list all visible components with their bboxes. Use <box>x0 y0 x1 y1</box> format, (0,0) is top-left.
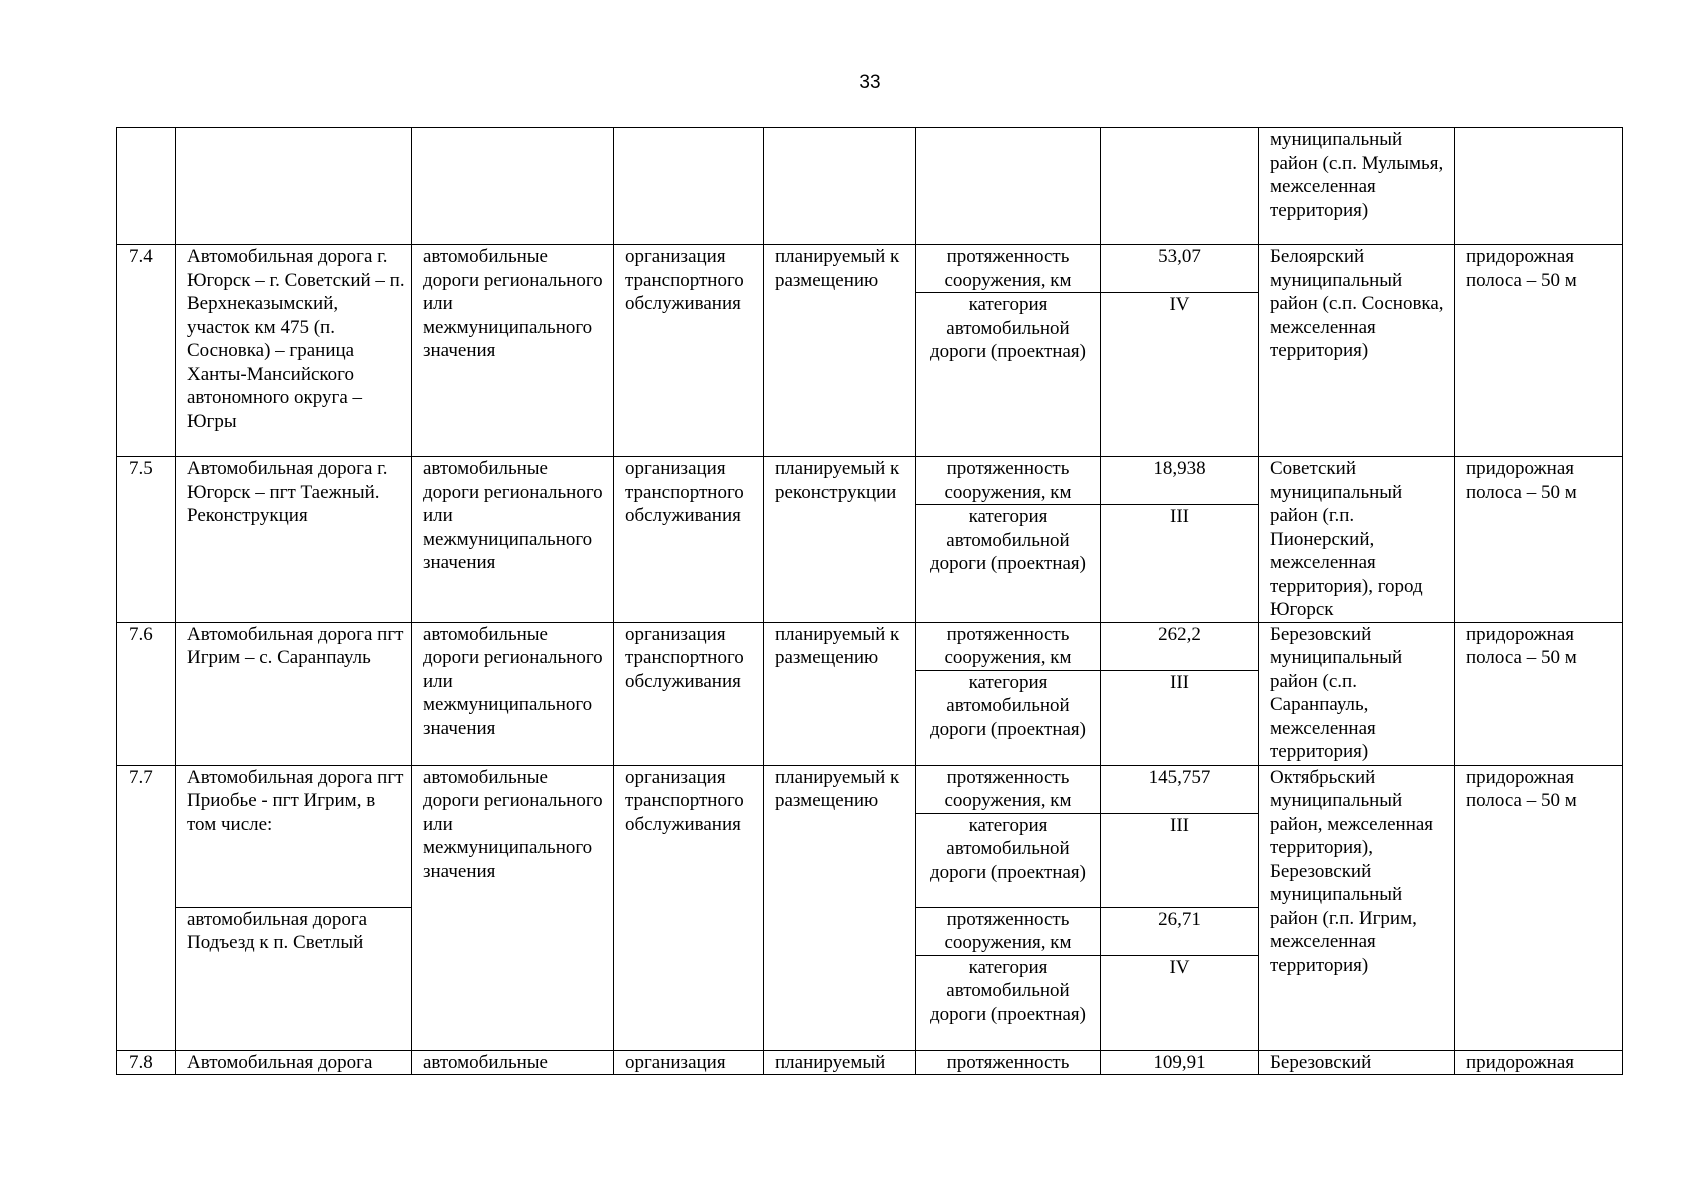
object-status: планируемый к размещению <box>764 622 916 765</box>
param-label: категория автомобильной дороги (проектная) <box>916 670 1101 765</box>
object-type: автомобильные дороги регионального или межмуниципального значения <box>412 245 614 457</box>
param-value: 26,71 <box>1101 907 1259 955</box>
table-row <box>117 765 1623 813</box>
param-label: протяженность <box>916 1050 1101 1075</box>
param-label: категория автомобильной дороги (проектная) <box>916 813 1101 907</box>
object-type: автомобильные <box>412 1050 614 1075</box>
param-value: 145,757 <box>1101 765 1259 813</box>
object-zone: придорожная полоса – 50 м <box>1455 622 1623 765</box>
param-value: IV <box>1101 293 1259 457</box>
param-label: протяженность сооружения, км <box>916 245 1101 293</box>
object-status: планируемый к размещению <box>764 765 916 1050</box>
num-cell <box>117 128 176 245</box>
row-number: 7.7 <box>117 765 176 1050</box>
param-value: III <box>1101 505 1259 622</box>
object-zone: придорожная полоса – 50 м <box>1455 457 1623 623</box>
row-number: 7.6 <box>117 622 176 765</box>
object-location: Октябрьский муниципальный район, межселенная территория), Березовский муниципальный район (г.п. Игрим, межселенная территория) <box>1259 765 1455 1050</box>
param-label: протяженность сооружения, км <box>916 622 1101 670</box>
zone-cell <box>1455 128 1623 245</box>
table-row <box>117 128 1623 245</box>
param-label: категория автомобильной дороги (проектная) <box>916 505 1101 622</box>
param-label: категория автомобильной дороги (проектная) <box>916 293 1101 457</box>
object-type: автомобильные дороги регионального или межмуниципального значения <box>412 622 614 765</box>
object-purpose: организация <box>614 1050 764 1075</box>
param-value-cell <box>1101 128 1259 245</box>
location-cell: муниципальный район (с.п. Мулымья, межселенная территория) <box>1259 128 1455 245</box>
row-number: 7.5 <box>117 457 176 623</box>
object-purpose: организация транспортного обслуживания <box>614 622 764 765</box>
type-cell <box>412 128 614 245</box>
object-purpose: организация транспортного обслуживания <box>614 765 764 1050</box>
param-value: 53,07 <box>1101 245 1259 293</box>
param-label: протяженность сооружения, км <box>916 907 1101 955</box>
object-status: планируемый к размещению <box>764 245 916 457</box>
object-status: планируемый <box>764 1050 916 1075</box>
param-value: 109,91 <box>1101 1050 1259 1075</box>
object-name: Автомобильная дорога <box>176 1050 412 1075</box>
object-name: Автомобильная дорога пгт Игрим – с. Саранпауль <box>176 622 412 765</box>
object-name: Автомобильная дорога г. Югорск – пгт Таежный. Реконструкция <box>176 457 412 623</box>
param-value: 262,2 <box>1101 622 1259 670</box>
table-row <box>117 457 1623 505</box>
param-label: протяженность сооружения, км <box>916 457 1101 505</box>
object-purpose: организация транспортного обслуживания <box>614 457 764 623</box>
object-type: автомобильные дороги регионального или межмуниципального значения <box>412 457 614 623</box>
name-cell <box>176 128 412 245</box>
object-name: Автомобильная дорога пгт Приобье - пгт Игрим, в том числе: <box>176 765 412 907</box>
object-status: планируемый к реконструкции <box>764 457 916 623</box>
page-number: 33 <box>859 72 881 93</box>
table-row <box>117 1050 1623 1075</box>
object-location: Советский муниципальный район (г.п. Пионерский, межселенная территория), город Югорск <box>1259 457 1455 623</box>
param-label-cell <box>916 128 1101 245</box>
object-purpose: организация транспортного обслуживания <box>614 245 764 457</box>
table-row <box>117 245 1623 293</box>
object-name: Автомобильная дорога г. Югорск – г. Советский – п. Верхнеказымский, участок км 475 (п. Сосновка) – граница Ханты-Мансийского автономного округа – Югры <box>176 245 412 457</box>
param-value: III <box>1101 670 1259 765</box>
object-location: Березовский <box>1259 1050 1455 1075</box>
param-label: протяженность сооружения, км <box>916 765 1101 813</box>
purpose-cell <box>614 128 764 245</box>
object-location: Березовский муниципальный район (с.п. Саранпауль, межселенная территория) <box>1259 622 1455 765</box>
object-subname: автомобильная дорога Подъезд к п. Светлый <box>176 907 412 1050</box>
object-zone: придорожная полоса – 50 м <box>1455 765 1623 1050</box>
road-objects-table <box>116 127 1623 1075</box>
row-number: 7.8 <box>117 1050 176 1075</box>
object-zone: придорожная <box>1455 1050 1623 1075</box>
object-location: Белоярский муниципальный район (с.п. Сосновка, межселенная территория) <box>1259 245 1455 457</box>
status-cell <box>764 128 916 245</box>
row-number: 7.4 <box>117 245 176 457</box>
object-type: автомобильные дороги регионального или межмуниципального значения <box>412 765 614 1050</box>
param-value: III <box>1101 813 1259 907</box>
param-value: IV <box>1101 955 1259 1050</box>
param-label: категория автомобильной дороги (проектная) <box>916 955 1101 1050</box>
object-zone: придорожная полоса – 50 м <box>1455 245 1623 457</box>
table-row <box>117 622 1623 670</box>
param-value: 18,938 <box>1101 457 1259 505</box>
